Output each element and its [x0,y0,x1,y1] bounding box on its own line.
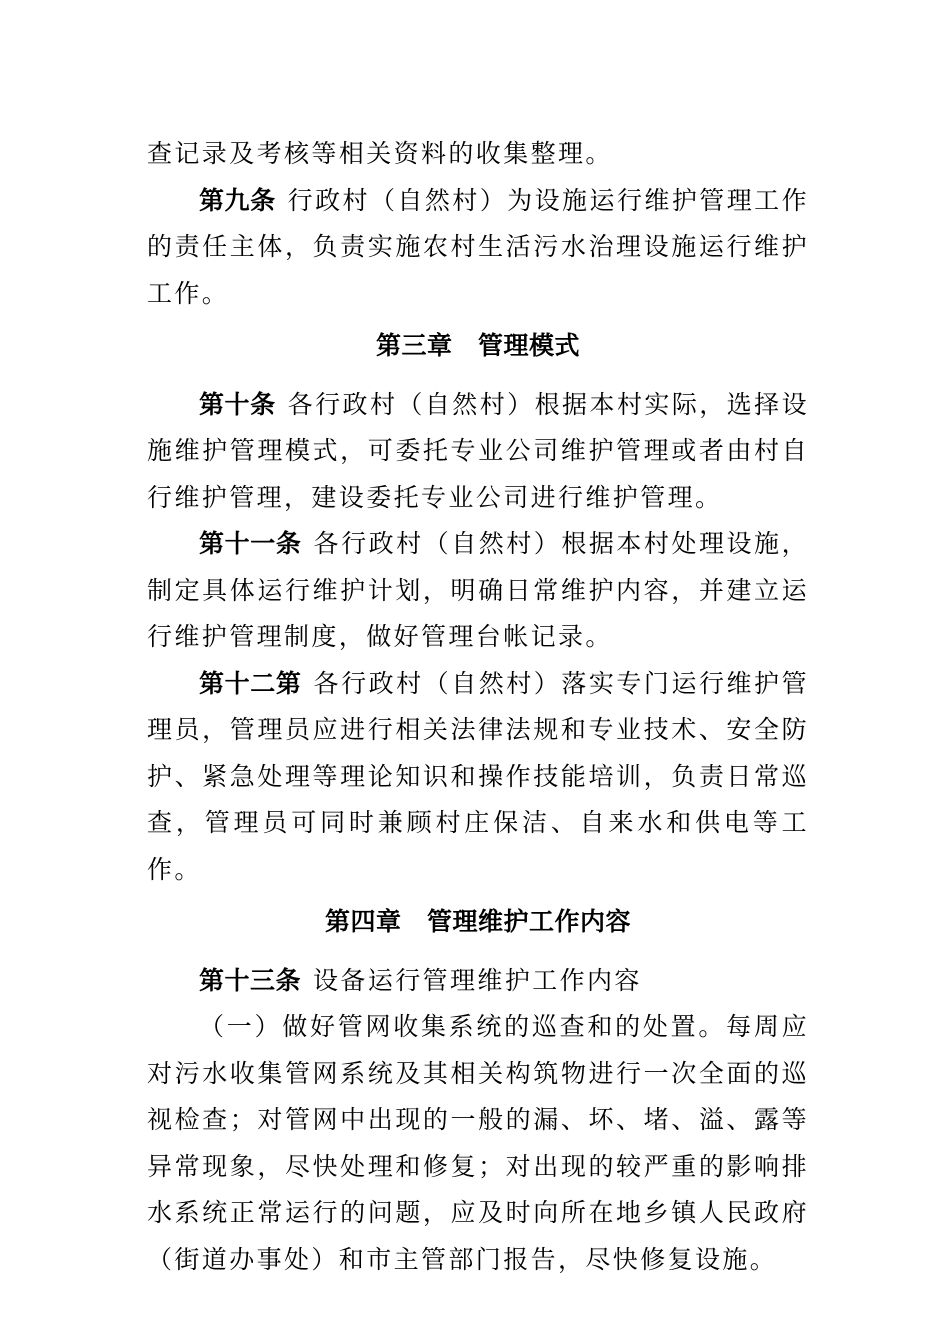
article-heading: 第十一条 [199,529,302,558]
paragraph: 查记录及考核等相关资料的收集整理。 [147,139,613,168]
article-heading: 第十三条 [199,965,302,995]
article-text: 各行政村（自然村）落实专门运行维护管理员，管理员应进行相关法律法规和专业技术、安全防护、紧急处理等理论知识和操作技能培训，负责日常巡查，管理员可同时兼顾村庄保洁、自来水和供电等工作。 [147,668,809,884]
article-heading: 第十条 [199,389,276,419]
article-text: 行政村（自然村）为设施运行维护管理工作的责任主体，负责实施农村生活污水治理设施运行维护工作。 [147,185,809,308]
article-text: 设备运行管理维护工作内容 [313,965,642,995]
chapter-4-heading: 第四章 管理维护工作内容 [324,907,631,936]
document-body [147,131,809,1283]
article-text: 各行政村（自然村）根据本村实际，选择设施维护管理模式，可委托专业公司维护管理或者由村自行维护管理，建设委托专业公司进行维护管理。 [147,389,809,512]
article-9-paragraph [147,178,809,318]
article-11-paragraph [147,521,809,661]
item-1-paragraph: （一）做好管网收集系统的巡查和的处置。每周应对污水收集管网系统及其相关构筑物进行一次全面的巡视检查；对管网中出现的一般的漏、坏、堵、溢、露等异常现象，尽快处理和修复；对出现的较严重的影响排水系统正常运行的问题，应及时向所在地乡镇人民政府（街道办事处）和市主管部门报告，尽快修复设施。 [147,1012,809,1274]
article-heading: 第九条 [199,185,276,215]
article-text: 各行政村（自然村）根据本村处理设施，制定具体运行维护计划，明确日常维护内容，并建立运行维护管理制度，做好管理台帐记录。 [147,529,809,651]
article-13-paragraph [147,958,809,1005]
article-10-paragraph [147,382,809,522]
article-heading: 第十二第 [199,668,302,698]
article-12-paragraph [147,661,809,894]
chapter-3-heading: 第三章 管理模式 [375,331,580,360]
